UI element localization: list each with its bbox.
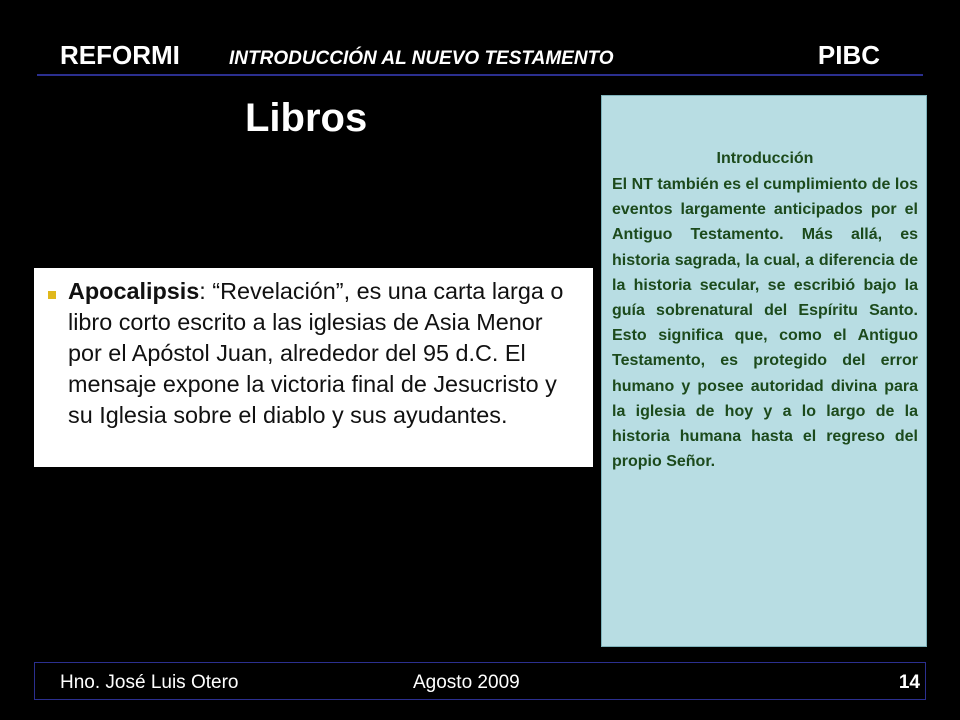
bullet-term: Apocalipsis bbox=[68, 278, 200, 304]
side-panel bbox=[601, 95, 927, 647]
footer-date: Agosto 2009 bbox=[413, 672, 520, 693]
header-left-label: REFORMI bbox=[60, 40, 180, 70]
bullet-description: “Revelación”, es una carta larga o libro corto escrito a las iglesias de Asia Menor por el Apóstol Juan, alrededor del 95 d.C. El mensaje expone la victoria final de Jesucristo y su Iglesia sobre el diablo y sus ayudantes. bbox=[68, 278, 564, 428]
side-panel-body: El NT también es el cumplimiento de los eventos largamente anticipados por el Antiguo Testamento. Más allá, es historia sagrada, la cual, a diferencia de la historia secular, se escribió bajo la guía sobrenatural del Espíritu Santo. Esto significa que, como el Antiguo Testamento, es protegido del error humano y posee autoridad divina para la iglesia de hoy y a lo largo de la historia humana hasta el regreso del propio Señor. bbox=[612, 176, 918, 471]
bullet-text bbox=[68, 276, 581, 431]
page-number: 14 bbox=[898, 672, 920, 693]
header-right-label: PIBC bbox=[817, 40, 880, 70]
content-box bbox=[34, 268, 593, 467]
bullet-icon bbox=[48, 291, 56, 299]
footer-author: Hno. José Luis Otero bbox=[60, 672, 239, 693]
header-divider bbox=[37, 74, 923, 76]
slide-title: Libros bbox=[245, 96, 368, 140]
bullet-separator: : bbox=[199, 278, 213, 304]
side-panel-heading: Introducción bbox=[716, 150, 814, 167]
header-course-title: INTRODUCCIÓN AL NUEVO TESTAMENTO bbox=[229, 48, 614, 69]
